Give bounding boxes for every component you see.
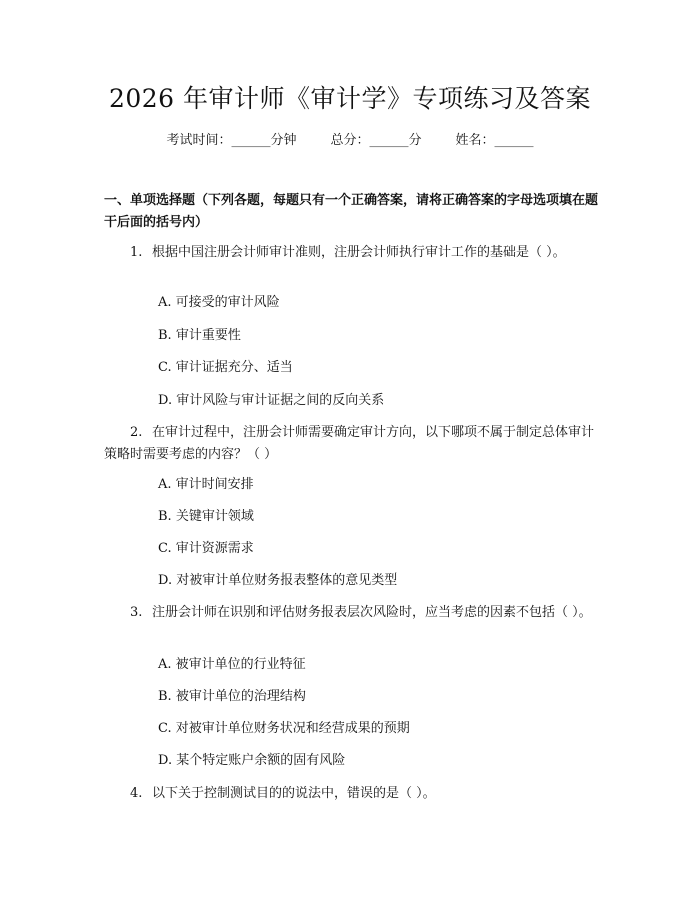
- option-d: D. 对被审计单位财务报表整体的意见类型: [158, 573, 398, 588]
- option-d: D. 某个特定账户余额的固有风险: [158, 753, 346, 768]
- option-a: A. 审计时间安排: [158, 477, 254, 492]
- exam-time-field: 考试时间：______分钟: [166, 133, 297, 148]
- option-a: A. 被审计单位的行业特征: [158, 657, 306, 672]
- option-b: B. 审计重要性: [158, 328, 241, 343]
- option-c: C. 对被审计单位财务状况和经营成果的预期: [158, 721, 410, 736]
- question-3: [104, 602, 600, 624]
- option-b: B. 关键审计领域: [158, 509, 254, 524]
- question-number: 2.: [130, 425, 143, 440]
- question-1: [104, 242, 600, 264]
- option-d: D. 审计风险与审计证据之间的反向关系: [158, 393, 385, 408]
- question-text: 以下关于控制测试目的的说法中，错误的是（ ）。: [152, 786, 436, 801]
- question-4: [104, 783, 600, 805]
- name-field: 姓名：______: [455, 133, 534, 148]
- option-c: C. 审计资源需求: [158, 541, 254, 556]
- section-title: 一、单项选择题（下列各题，每题只有一个正确答案，请将正确答案的字母选项填在题干后面的括号内）: [104, 193, 599, 230]
- question-text: 在审计过程中，注册会计师需要确定审计方向，以下哪项不属于制定总体审计策略时需要考虑的内容？（ ）: [104, 425, 595, 462]
- question-text: 注册会计师在识别和评估财务报表层次风险时，应当考虑的因素不包括（ ）。: [152, 605, 592, 620]
- total-score-field: 总分：______分: [330, 133, 422, 148]
- question-number: 1.: [130, 245, 143, 260]
- option-a: A. 可接受的审计风险: [158, 295, 280, 310]
- option-c: C. 审计证据充分、适当: [158, 360, 293, 375]
- question-number: 4.: [130, 786, 143, 801]
- question-2: [104, 422, 600, 466]
- page-title: 2026 年审计师《审计学》专项练习及答案: [108, 84, 592, 113]
- exam-info: [0, 131, 700, 151]
- question-text: 根据中国注册会计师审计准则，注册会计师执行审计工作的基础是（ ）。: [152, 245, 566, 260]
- option-b: B. 被审计单位的治理结构: [158, 689, 306, 704]
- question-number: 3.: [130, 605, 143, 620]
